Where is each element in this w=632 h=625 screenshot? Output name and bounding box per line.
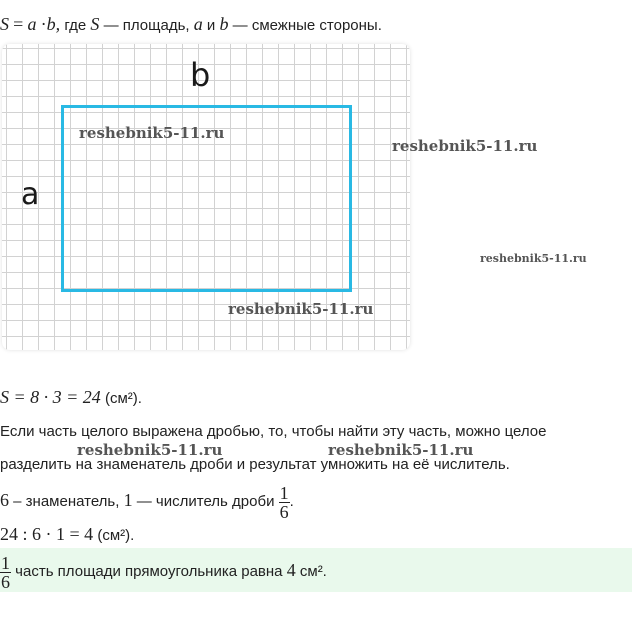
var-a-2: a <box>193 14 203 34</box>
var-b-2: b <box>219 14 229 34</box>
watermark: reshebnik5-11.ru <box>79 124 225 142</box>
answer-fraction <box>0 554 11 591</box>
six-value: 6 <box>0 490 9 510</box>
answer-box <box>0 548 632 592</box>
numerator-text: — числитель дроби <box>136 493 275 510</box>
fraction-denominator: 6 <box>279 501 289 522</box>
rule-line-2: разделить на знаменатель дроби и результат умножить на её числитель. <box>0 456 510 473</box>
label-side-b: b <box>190 56 211 94</box>
grid-diagram <box>2 44 410 350</box>
watermark: reshebnik5-11.ru <box>228 300 374 318</box>
dot-operator: · <box>40 14 47 34</box>
area-expression: S = 8 · 3 = 24 <box>0 387 101 407</box>
area-calculation <box>0 387 142 408</box>
part-calculation <box>0 524 134 545</box>
fraction-numerator: 1 <box>279 482 289 503</box>
var-s-2: S <box>90 14 100 34</box>
part-expression: 24 : 6 · 1 = 4 <box>0 524 94 544</box>
watermark: reshebnik5-11.ru <box>480 252 587 265</box>
fraction-note <box>0 478 294 524</box>
period: . <box>289 493 294 510</box>
answer-text: часть площади прямоугольника равна <box>15 563 283 580</box>
area-desc: — площадь, <box>103 17 190 34</box>
var-s: S <box>0 14 9 34</box>
answer-value: 4 <box>286 560 296 580</box>
equals-sign: = <box>13 14 24 34</box>
label-side-a: a <box>21 177 40 212</box>
adjacent-desc: — смежные стороны. <box>232 17 382 34</box>
var-a: a <box>27 14 37 34</box>
fraction-one-sixth <box>279 484 290 521</box>
answer-fraction-denominator: 6 <box>1 571 10 592</box>
answer-unit: см². <box>299 563 327 580</box>
where-word: где <box>64 17 87 34</box>
and-word: и <box>206 17 216 34</box>
denominator-text: – знаменатель, <box>13 493 120 510</box>
watermark: reshebnik5-11.ru <box>77 441 223 459</box>
watermark: reshebnik5-11.ru <box>328 441 474 459</box>
answer-line <box>0 548 327 594</box>
area-unit: (см²). <box>104 390 142 407</box>
rule-line-1: Если часть целого выражена дробью, то, чтобы найти эту часть, можно целое <box>0 423 547 440</box>
one-value: 1 <box>123 490 133 510</box>
answer-fraction-numerator: 1 <box>1 552 10 573</box>
part-unit: (см²). <box>97 527 135 544</box>
formula-line <box>0 14 382 35</box>
var-b: b, <box>46 14 61 34</box>
watermark: reshebnik5-11.ru <box>392 137 538 155</box>
